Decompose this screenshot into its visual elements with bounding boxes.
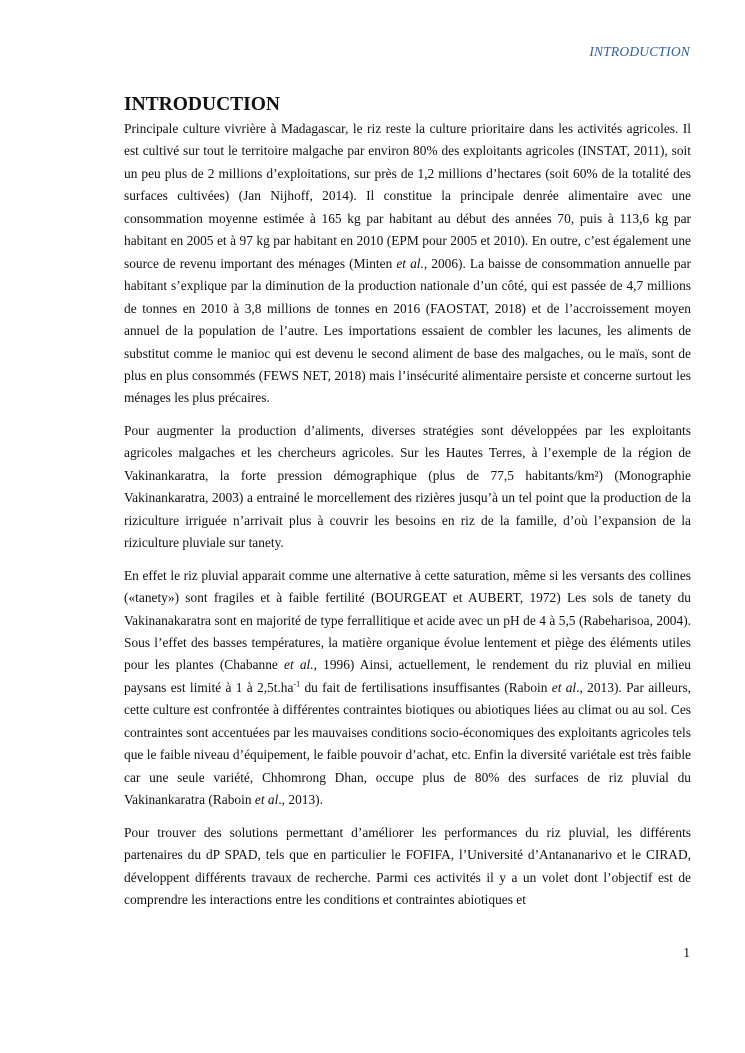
paragraph-3 (124, 565, 691, 812)
p3-text-a: En effet le riz pluvial apparait comme une alternative à cette saturation, même si les versants des collines («tanety») sont fragiles et à faible fertilité (BOURGEAT et AUBERT, 1972) Les sols de tanety du Vakinanakaratra sont en majorité de type ferrallitique et acide avec un pH de 4 à 5,5 (Rabeharisoa, 2004). Sous l’effet des basses températures, la matière organique évolue lentement et piège des éléments utiles pour les plantes (Chabanne (124, 567, 691, 673)
page-number: 1 (683, 945, 690, 960)
section-heading: INTRODUCTION (124, 94, 281, 115)
paragraph-2: Pour augmenter la production d’aliments, diverses stratégies sont développées par les exploitants agricoles malgaches et les chercheurs agricoles. Sur les Hautes Terres, à l’exemple de la région de Vakinankaratra, la forte pression démographique (plus de 77,5 habitants/km²) (Monographie Vakinankaratra, 2003) a entrainé le morcellement des rizières jusqu’à un tel point que la production de la riziculture irriguée n’arrivait plus à couvrir les besoins en riz de la famille, d’où l’expansion de la riziculture pluviale sur tanety. (124, 422, 691, 551)
running-header: INTRODUCTION (589, 44, 690, 59)
p3-text-e: ., 2013). (278, 792, 323, 808)
p3-text-c: du fait de fertilisations insuffisantes (Raboin (300, 679, 552, 695)
p3-text-d: ., 2013). Par ailleurs, cette culture est confrontée à différentes contraintes biotiques ou abiotiques liées au climat ou au sol. Ces contraintes sont accentuées par les mauvaises conditions socio-économiques des exploitants agricoles tels que le faible niveau d’équipement, le faible pouvoir d’achat, etc. Enfin la diversité variétale est très faible car une seule variété, Chhomrong Dhan, occupe plus de 80% des surfaces de riz pluvial du Vakinankaratra (Raboin (124, 679, 692, 808)
p1-text-b: , 2006). La baisse de consommation annuelle par habitant s’explique par la diminution de la production nationale d’un côté, qui est passée de 4,7 millions de tonnes en 2010 à 3,8 millions de tonnes en 2016 (FAOSTAT, 2018) et de l’accroissement moyen annuel de la population de l’autre. Les importations essaient de combler les lacunes, les aliments de substitut comme le manioc qui est devenu le second aliment de base des malgaches, ou le maïs, sont de plus en plus consommés (FEWS NET, 2018) mais l’insécurité alimentaire persiste et concerne surtout les ménages les plus précaires. (124, 255, 691, 406)
p3-text-b: , 1996) Ainsi, actuellement, le rendement du riz pluvial en milieu paysans est limité à 1 à 2,5t.ha (124, 657, 691, 695)
p3-superscript: -1 (293, 679, 301, 689)
p1-text-a: Principale culture vivrière à Madagascar, le riz reste la culture prioritaire dans les activités agricoles. Il est cultivé sur tout le territoire malgache par environ 80% des exploitants agricoles (INSTAT, 2011), soit un peu plus de 2 millions d’exploitations, sur près de 1,2 millions d’hectares (soit 60% de la totalité des surfaces cultivées) (Jan Nijhoff, 2014). Il constitue la principale denrée alimentaire avec une consommation moyenne estimée à 165 kg par habitant au début des années 70, puis à 113,6 kg par habitant en 2005 et à 97 kg par habitant en 2010 (EPM pour 2005 et 2010). En outre, c’est également une source de revenu important des ménages (Minten (124, 121, 691, 271)
paragraph-1 (124, 118, 691, 410)
paragraph-4: Pour trouver des solutions permettant d’améliorer les performances du riz pluvial, les différents partenaires du dP SPAD, tels que en particulier le FOFIFA, l’Université d’Antananarivo et le CIRAD, développent différents travaux de recherche. Parmi ces activités il y a un volet dont l’objectif est de comprendre les interactions entre les conditions et contraintes abiotiques et (124, 824, 691, 907)
p1-et-al: et al. (396, 255, 424, 271)
p3-et-al-1: et al. (284, 657, 314, 673)
page-body (124, 93, 691, 921)
p3-et-al-3: et al (254, 792, 279, 808)
p3-et-al-2: et al (551, 679, 577, 695)
